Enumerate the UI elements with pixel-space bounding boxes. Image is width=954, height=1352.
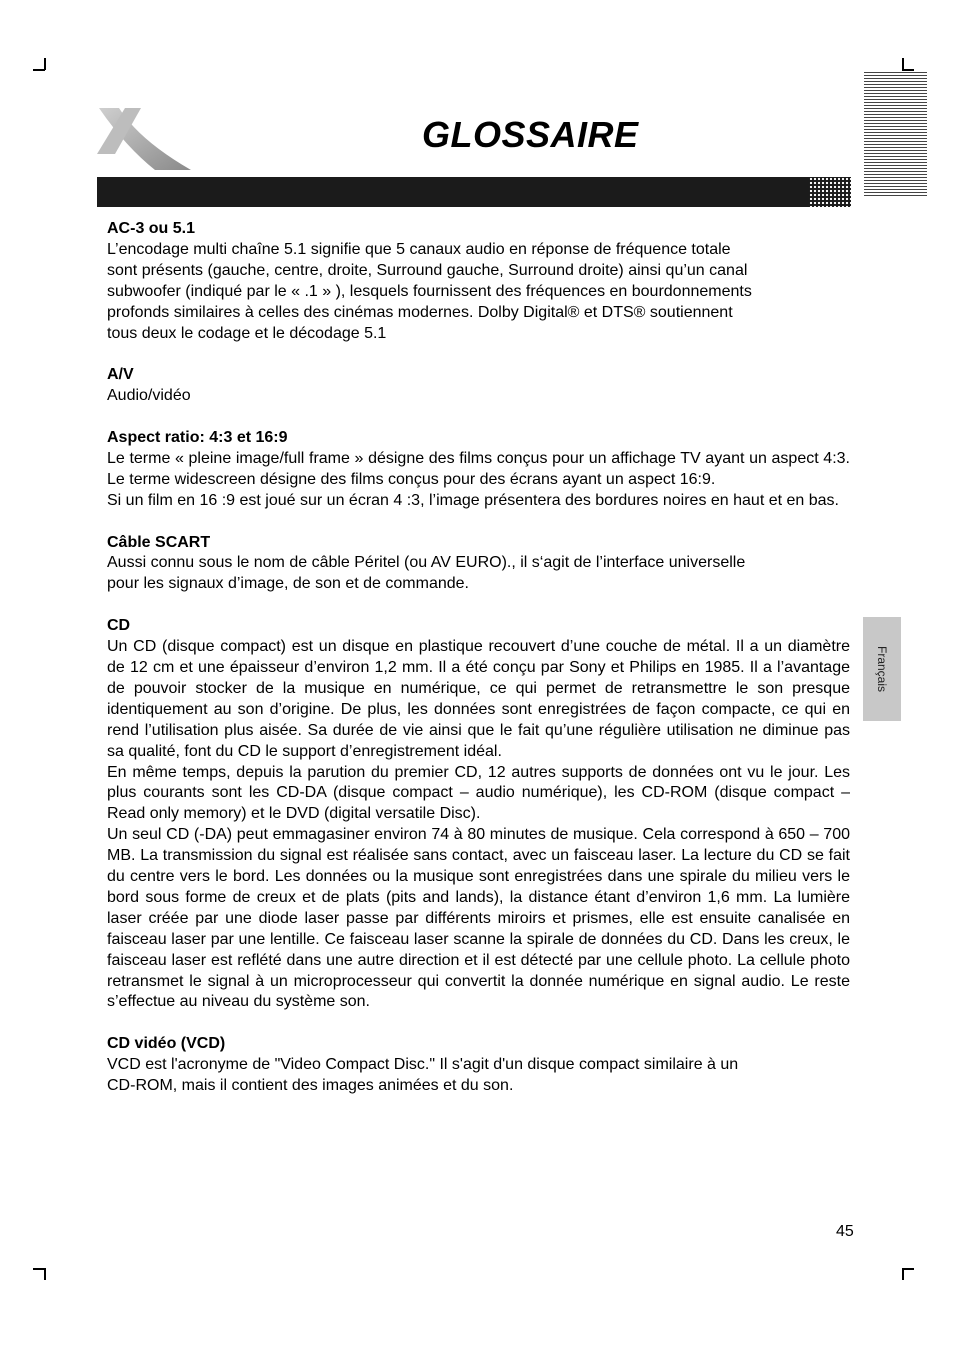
stripe-line	[864, 78, 927, 79]
stripe-line	[864, 123, 927, 124]
definition-line: Audio/vidéo	[107, 387, 191, 405]
language-side-tab	[863, 617, 901, 721]
glossary-content	[107, 219, 850, 1118]
stripe-line	[864, 111, 927, 112]
glossary-entry-aspect-ratio	[107, 428, 850, 512]
stripe-line	[864, 87, 927, 88]
stripe-line	[864, 180, 927, 181]
stripe-line	[864, 126, 927, 127]
stripe-line	[864, 108, 927, 109]
stripe-line	[864, 93, 927, 94]
crop-mark-bottom-right-h	[902, 1268, 914, 1270]
stripe-line	[864, 156, 927, 157]
stripe-line	[864, 195, 927, 196]
stripe-line	[864, 171, 927, 172]
stripe-line	[864, 90, 927, 91]
stripe-line	[864, 96, 927, 97]
glossary-entry-vcd	[107, 1034, 850, 1097]
stripe-line	[864, 168, 927, 169]
definition-paragraph: En même temps, depuis la parution du premier CD, 12 autres supports de données ont vu le jour. Les plus courants sont les CD-DA (disque compact – audio numérique), les CD-ROM (disque compact – Read only memory) et le DVD (digital versatile Disc).	[107, 763, 850, 823]
definition-paragraph: Un seul CD (-DA) peut emmagasiner environ 74 à 80 minutes de musique. Cela correspond à 650 – 700 MB. La transmission du signal est réalisée sans contact, avec un faisceau laser. La lecture du CD se fait du centre vers le bord. Les données ou la musique sont enregistrées dans une spirale du milieu vers le bord sous forme de creux et de plats (pits and lands), la distance étant d’environ 1,6 mm. La lumière laser créée par une diode laser passe par différents miroirs et prismes, elle est ensuite canalisée en faisceau laser par une lentille. Ce faisceau laser scanne la spirale de données du CD. Dans les creux, le faisceau laser est reflété dans une autre direction et il est détecté par une cellule photo. La cellule photo retransmet le signal à un microprocesseur qui convertit la donnée numérique en signal audio. Le reste s’effectue au niveau du système son.	[107, 826, 850, 1011]
brand-x-logo-icon	[95, 106, 195, 172]
stripe-line	[864, 162, 927, 163]
stripe-line	[864, 144, 927, 145]
stripe-line	[864, 114, 927, 115]
stripe-line	[864, 105, 927, 106]
definition-line: pour les signaux d’image, de son et de commande.	[107, 575, 469, 593]
stripe-line	[864, 189, 927, 190]
stripe-line	[864, 159, 927, 160]
stripe-line	[864, 177, 927, 178]
stripe-line	[864, 138, 927, 139]
stripe-line	[864, 192, 927, 193]
stripe-line	[864, 75, 927, 76]
definition-paragraph: Si un film en 16 :9 est joué sur un écran 4 :3, l’image présentera des bordures noires en haut et en bas.	[107, 491, 839, 509]
stripe-line	[864, 141, 927, 142]
stripe-line	[864, 99, 927, 100]
title-bar-halftone	[809, 177, 851, 207]
glossary-term: Câble SCART	[107, 533, 211, 551]
title-bar	[97, 177, 851, 207]
stripe-line	[864, 117, 927, 118]
definition-line: tous deux le codage et le décodage 5.1	[107, 324, 387, 342]
definition-paragraph: Un CD (disque compact) est un disque en plastique recouvert d’une couche de métal. Il a un diamètre de 12 cm et une épaisseur d’environ 1,2 mm. Il a été conçu par Sony et Philips en 1985. Il a l’avantage de pouvoir stocker de la musique en numérique, ce qui permet de retransmettre le son presque identiquement au son d’origine. De plus, les données sont enregistrées de façon compacte, ce qui en rend l’utilisation plus aisée. Sa durée de vie ainsi que le fait qu’une régulière utilisation ne diminue pas sa qualité, font du CD le support d’enregistrement idéal.	[107, 638, 850, 760]
stripe-line	[864, 129, 927, 130]
crop-mark-bottom-left-v	[44, 1268, 46, 1280]
glossary-term: Aspect ratio: 4:3 et 16:9	[107, 429, 288, 447]
stripe-line	[864, 147, 927, 148]
glossary-entry-scart	[107, 533, 850, 596]
page-number: 45	[836, 1223, 854, 1240]
crop-mark-top-left-h	[33, 69, 45, 71]
definition-paragraph: Le terme « pleine image/full frame » désigne des films conçus pour un affichage TV ayant un aspect 4:3. Le terme widescreen désigne des films conçus pour des écrans ayant un aspect 16:9.	[107, 449, 850, 488]
definition-line: profonds similaires à celles des cinémas modernes. Dolby Digital® et DTS® soutiennent	[107, 303, 733, 321]
definition-line: sont présents (gauche, centre, droite, Surround gauche, Surround droite) ainsi qu’un canal	[107, 261, 748, 279]
definition-line: CD-ROM, mais il contient des images animées et du son.	[107, 1077, 514, 1095]
stripe-line	[864, 183, 927, 184]
stripe-line	[864, 153, 927, 154]
glossary-term: CD vidéo (VCD)	[107, 1035, 226, 1053]
crop-mark-bottom-left-h	[33, 1268, 45, 1270]
decorative-stripes	[864, 72, 927, 200]
stripe-line	[864, 174, 927, 175]
definition-line: VCD est l'acronyme de "Video Compact Disc." Il s'agit d'un disque compact similaire à un	[107, 1056, 739, 1074]
stripe-line	[864, 186, 927, 187]
glossary-entry-cd	[107, 616, 850, 1013]
glossary-term: A/V	[107, 366, 134, 384]
stripe-line	[864, 81, 927, 82]
stripe-line	[864, 135, 927, 136]
stripe-line	[864, 102, 927, 103]
definition-line: L’encodage multi chaîne 5.1 signifie que 5 canaux audio en réponse de fréquence totale	[107, 240, 731, 258]
page-title: GLOSSAIRE	[422, 114, 639, 155]
glossary-entry-ac3	[107, 219, 850, 344]
stripe-line	[864, 72, 927, 73]
crop-mark-bottom-right-v	[902, 1268, 904, 1280]
glossary-entry-av	[107, 365, 850, 407]
stripe-line	[864, 84, 927, 85]
crop-mark-top-right-h	[902, 69, 914, 71]
stripe-line	[864, 132, 927, 133]
definition-line: Aussi connu sous le nom de câble Péritel (ou AV EURO)., il s‘agit de l’interface universelle	[107, 554, 746, 572]
definition-line: subwoofer (indiqué par le « .1 » ), lesquels fournissent des fréquences en bourdonnements	[107, 282, 752, 300]
stripe-line	[864, 165, 927, 166]
stripe-line	[864, 150, 927, 151]
language-label: Français	[875, 645, 889, 693]
glossary-term: CD	[107, 617, 131, 635]
glossary-term: AC-3 ou 5.1	[107, 220, 196, 237]
stripe-line	[864, 120, 927, 121]
